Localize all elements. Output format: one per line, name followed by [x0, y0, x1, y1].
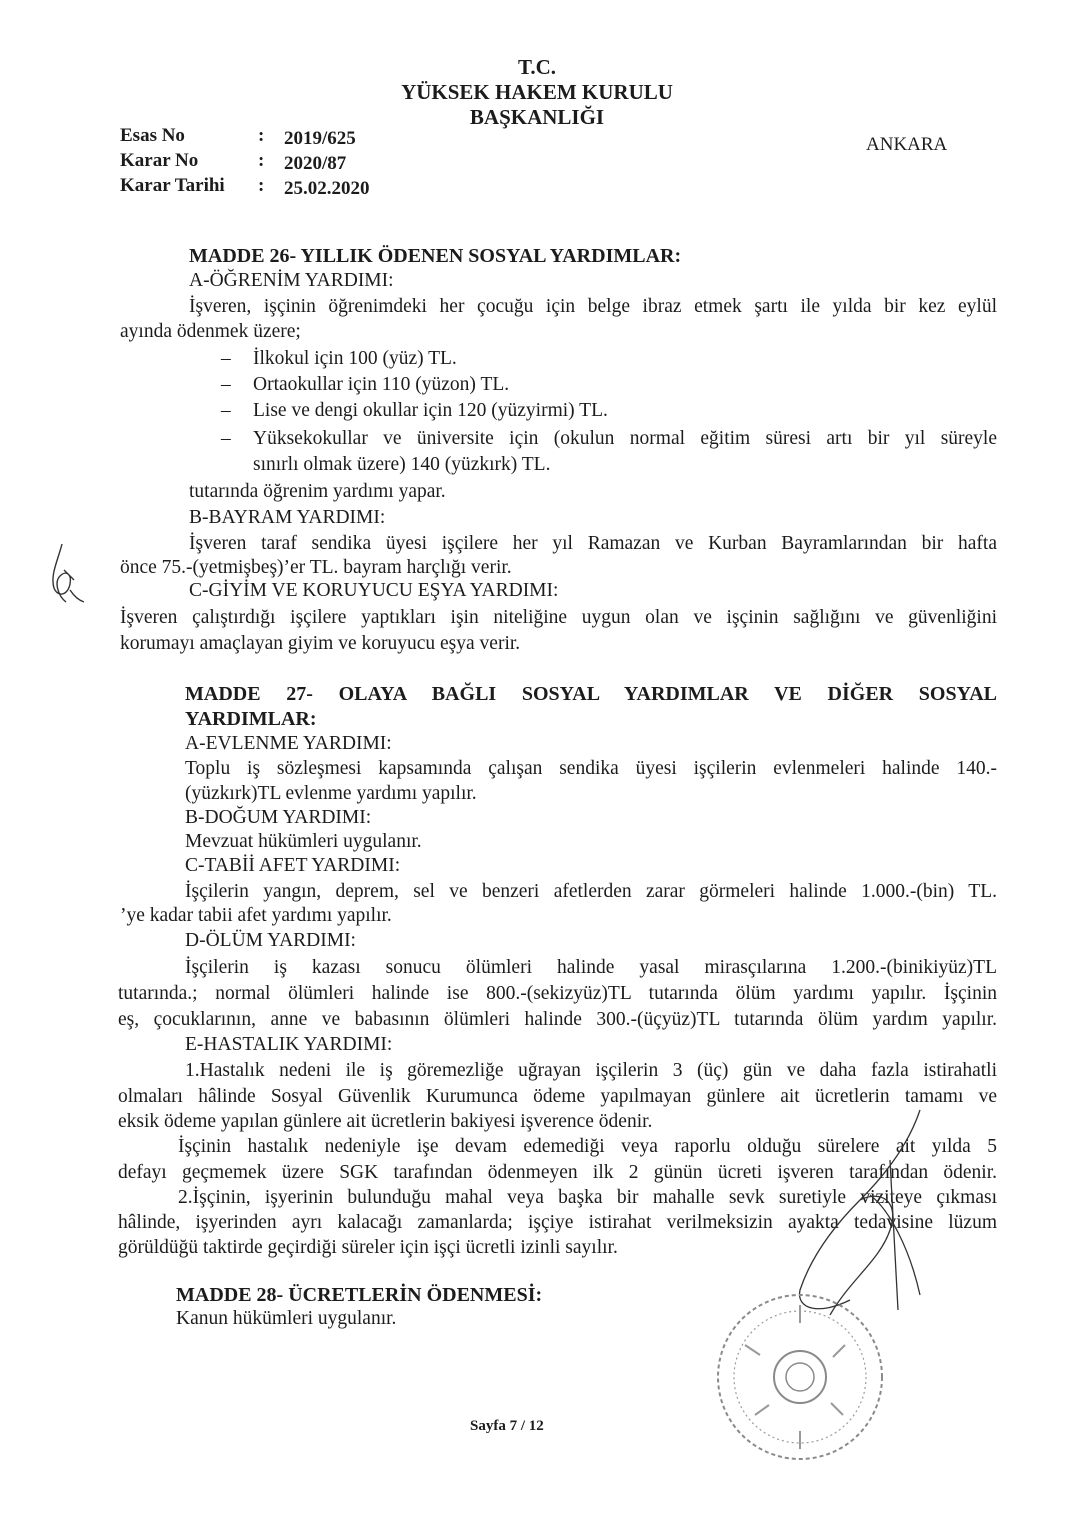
m27-a-line2: (yüzkırk)TL evlenme yardımı yapılır.	[185, 783, 477, 804]
m27-a-line1: Toplu iş sözleşmesi kapsamında çalışan sendika üyesi işçilerin evlenmeleri halinde 140.-	[185, 758, 997, 779]
m27-d-line1: İşçilerin iş kazası sonucu ölümleri halinde yasal mirasçılarına 1.200.-(binikiyüz)TL	[185, 957, 997, 978]
m27-c-title: C-TABİİ AFET YARDIMI:	[185, 855, 401, 876]
m26-item-2: Ortaokullar için 110 (yüzon) TL.	[253, 374, 510, 395]
m27-e-line8: görüldüğü taktirde geçirdiği süreler için işçi ücretli izinli sayılır.	[118, 1237, 618, 1258]
m27-e-line1: 1.Hastalık nedeni ile iş göremezliğe uğrayan işçilerin 3 (üç) gün ve daha fazla istirahatli	[185, 1060, 997, 1081]
m26-a-title: A-ÖĞRENİM YARDIMI:	[189, 270, 394, 291]
m26-a-line1: İşveren, işçinin öğrenimdeki her çocuğu için belge ibraz etmek şartı ile yılda bir kez eylül	[189, 296, 997, 317]
m27-d-line2: tutarında.; normal ölümleri halinde ise 800.-(sekizyüz)TL tutarında ölüm yardımı yapılır. İşçinin	[118, 983, 997, 1004]
m27-c-line1: İşçilerin yangın, deprem, sel ve benzeri afetlerden zarar görmeleri halinde 1.000.-(bin) TL.	[185, 881, 997, 902]
m27-e-line5: defayı geçmemek üzere SGK tarafından ödenmeyen ilk 2 günün ücreti işveren tarafından ödenir.	[118, 1162, 997, 1183]
m27-e-line6: 2.İşçinin, işyerinin bulunduğu mahal veya başka bir mahalle sevk suretiyle viziteye çıkması	[178, 1187, 997, 1208]
m27-e-line2: olmaları hâlinde Sosyal Güvenlik Kurumunca ödeme yapılmayan günlere ait ücretlerin tamamı ve	[118, 1086, 997, 1107]
tarih-label: Karar Tarihi	[120, 175, 225, 196]
header-city: ANKARA	[866, 134, 948, 155]
tarih-colon: :	[258, 175, 265, 196]
m26-c-line1: İşveren çalıştırdığı işçilere yaptıkları işin niteliğine uygun olan ve işçinin sağlığını ve güvenliğini	[120, 607, 997, 628]
esas-colon: :	[258, 125, 265, 146]
header-tc: T.C.	[517, 55, 557, 79]
m26-b-line1: İşveren taraf sendika üyesi işçilere her yıl Ramazan ve Kurban Bayramlarından bir hafta	[189, 533, 997, 554]
page-number: Sayfa 7 / 12	[470, 1418, 544, 1434]
m27-e-line3: eksik ödeme yapılan günlere ait ücretlerin bakiyesi işverence ödenir.	[118, 1111, 653, 1132]
header-institution: YÜKSEK HAKEM KURULU	[401, 80, 673, 104]
header-presidency: BAŞKANLIĞI	[469, 105, 605, 129]
m27-e-line4: İşçinin hastalık nedeniyle işe devam edemediği veya raporlu olduğu sürelere ait yılda 5	[178, 1136, 997, 1157]
m27-d-title: D-ÖLÜM YARDIMI:	[185, 930, 356, 951]
m27-e-title: E-HASTALIK YARDIMI:	[185, 1034, 393, 1055]
karar-value: 2020/87	[284, 153, 347, 174]
m27-b-title: B-DOĞUM YARDIMI:	[185, 807, 372, 828]
esas-value: 2019/625	[284, 128, 356, 149]
m26-c-line2: korumayı amaçlayan giyim ve koruyucu eşya verir.	[120, 633, 521, 654]
m26-b-line2: önce 75.-(yetmişbeş)’er TL. bayram harçlığı verir.	[120, 557, 512, 578]
m27-a-title: A-EVLENME YARDIMI:	[185, 733, 392, 754]
document-page: T.C. YÜKSEK HAKEM KURULU BAŞKANLIĞI ANKARA Esas No : 2019/625 Karar No : 2020/87 Karar Tarihi : 25.02.2020 MADDE 26- YILLIK ÖDENEN SOSYAL YARDIMLAR: A-ÖĞRENİM YARDIMI: İşveren, işçinin öğrenimdeki her çocuğu için belge ibraz etmek şartı ile yılda bir kez eylül ayında ödenmek üzere; – İlkokul için 100 (yüz) TL. – Ortaokullar için 110 (yüzon) TL. – Lise ve dengi okullar için 120 (yüzyirmi) TL. – Yüksekokullar ve üniversite için (okulun normal eğitim süresi artı bir yıl süreyle sınırlı olmak üzere) 140 (yüzkırk) TL. tutarında öğrenim yardımı yapar. B-BAYRAM YARDIMI: İşveren taraf sendika üyesi işçilere her yıl Ramazan ve Kurban Bayramlarından bir hafta önce 75.-(yetmişbeş)’er TL. bayram harçlığı verir. C-GİYİM VE KORUYUCU EŞYA YARDIMI: İşveren çalıştırdığı işçilere yaptıkları işin niteliğine uygun olan ve işçinin sağlığını ve güvenliğini korumayı amaçlayan giyim ve koruyucu eşya verir. MADDE 27- OLAYA BAĞLI SOSYAL YARDIMLAR VE DİĞER SOSYAL YARDIMLAR: A-EVLENME YARDIMI: Toplu iş sözleşmesi kapsamında çalışan sendika üyesi işçilerin evlenmeleri halinde 140.- (yüzkırk)TL evlenme yardımı yapılır. B-DOĞUM YARDIMI: Mevzuat hükümleri uygulanır. C-TABİİ AFET YARDIMI: İşçilerin yangın, deprem, sel ve benzeri afetlerden zarar görmeleri halinde 1.000.-(bin) TL. ’ye kadar tabii afet yardımı yapılır. D-ÖLÜM YARDIMI: İşçilerin iş kazası sonucu ölümleri halinde yasal mirasçılarına 1.200.-(binikiyüz)TL tutarında.; normal ölümleri halinde ise 800.-(sekizyüz)TL tutarında ölüm yardımı yapılır. İşçinin eş, çocuklarının, anne ve babasının ölümleri halinde 300.-(üçyüz)TL tutarında ölüm yardım yapılır. E-HASTALIK YARDIMI: 1.Hastalık nedeni ile iş göremezliğe uğrayan işçilerin 3 (üç) gün ve daha fazla istirahatli olmaları hâlinde Sosyal Güvenlik Kurumunca ödeme yapılmayan günlere ait ücretlerin tamamı ve eksik ödeme yapılan günlere ait ücretlerin bakiyesi işverence ödenir. İşçinin hastalık nedeniyle işe devam edemediği veya raporlu olduğu sürelere ait yılda 5 defayı geçmemek üzere SGK tarafından ödenmeyen ilk 2 günün ücreti işveren tarafından ödenir. 2.İşçinin, işyerinin bulunduğu mahal veya başka bir mahalle sevk suretiyle viziteye çıkması hâlinde, işyerinden ayrı kalacağı zamanlarda; işçiye istirahat verilmeksizin ayakta tedavisine lüzum görüldüğü taktirde geçirdiği süreler için işçi ücretli izinli sayılır. MADDE 28- ÜCRETLERİN ÖDENMESİ: Kanun hükümleri uygulanır. Sayfa 7 / 12	[0, 0, 1080, 1527]
official-stamp	[705, 1285, 895, 1470]
m26-item-1: İlkokul için 100 (yüz) TL.	[253, 348, 457, 369]
m27-d-line3: eş, çocuklarının, anne ve babasının ölümleri halinde 300.-(üçyüz)TL tutarında ölüm yardım yapılır.	[118, 1009, 997, 1030]
m27-e-line7: hâlinde, işyerinden ayrı kalacağı zamanlarda; işçiye istirahat verilmeksizin ayakta tedavisine lüzum	[118, 1212, 997, 1233]
madde27-title-line1: MADDE 27- OLAYA BAĞLI SOSYAL YARDIMLAR VE DİĞER SOSYAL	[185, 683, 997, 705]
m26-item-4-cont: sınırlı olmak üzere) 140 (yüzkırk) TL.	[253, 454, 551, 475]
m26-item-4: Yüksekokullar ve üniversite için (okulun normal eğitim süresi artı bir yıl süreyle	[253, 428, 997, 449]
m26-a-end: tutarında öğrenim yardımı yapar.	[189, 481, 446, 502]
m26-a-line2: ayında ödenmek üzere;	[120, 321, 301, 342]
m26-item-3: Lise ve dengi okullar için 120 (yüzyirmi) TL.	[253, 400, 608, 421]
madde27-title-line2: YARDIMLAR:	[185, 708, 317, 730]
m28-line1: Kanun hükümleri uygulanır.	[176, 1308, 397, 1329]
esas-label: Esas No	[120, 125, 185, 146]
m27-b-line1: Mevzuat hükümleri uygulanır.	[185, 831, 422, 852]
tarih-value: 25.02.2020	[284, 178, 370, 199]
margin-initials	[40, 540, 92, 610]
m27-c-line2: ’ye kadar tabii afet yardımı yapılır.	[120, 905, 392, 926]
madde28-title: MADDE 28- ÜCRETLERİN ÖDENMESİ:	[176, 1284, 543, 1306]
madde26-title: MADDE 26- YILLIK ÖDENEN SOSYAL YARDIMLAR:	[189, 245, 682, 267]
karar-colon: :	[258, 150, 265, 171]
karar-label: Karar No	[120, 150, 199, 171]
m26-b-title: B-BAYRAM YARDIMI:	[189, 507, 386, 528]
m26-c-title: C-GİYİM VE KORUYUCU EŞYA YARDIMI:	[189, 580, 559, 601]
